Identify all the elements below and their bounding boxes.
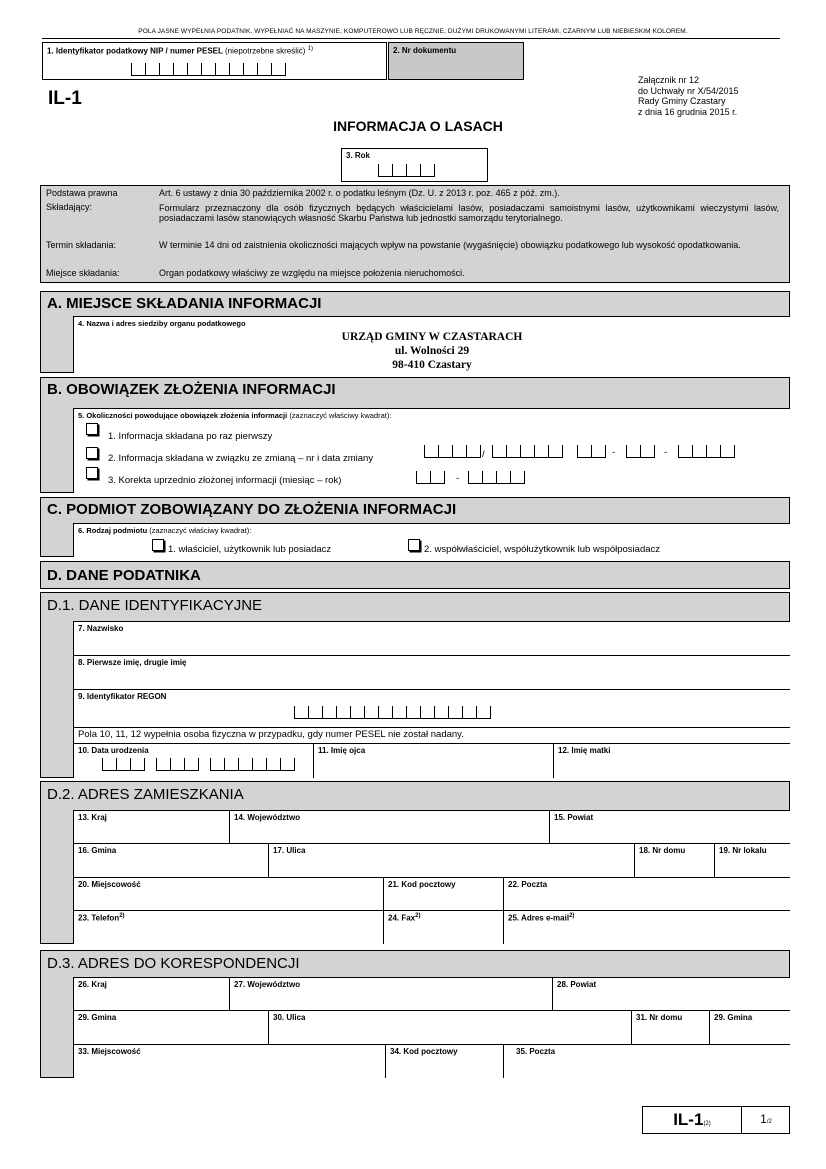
corr-country-label: 26. Kraj	[78, 980, 107, 989]
corr-county-label: 28. Powiat	[557, 980, 597, 989]
nip-pesel-footnote: 1)	[307, 46, 314, 52]
deadline-label: Termin składania:	[46, 240, 117, 250]
obligation-label: 5. Okoliczności powodujące obowiązek złożenia informacji	[78, 411, 288, 420]
tax-office-name: URZĄD GMINY W CZASTARACH	[341, 331, 523, 343]
phone-label: 23. Telefon	[78, 913, 120, 923]
first-name-label: 8. Pierwsze imię, drugie imię	[78, 658, 187, 667]
nip-pesel-field	[42, 42, 387, 80]
section-d1-title: D.1. DANE IDENTYFIKACYJNE	[47, 597, 263, 614]
footer-form-version: (2)	[703, 1121, 711, 1127]
correction-month-input[interactable]	[416, 471, 445, 484]
section-c	[40, 497, 790, 557]
footer-page-total: /2	[766, 1119, 772, 1125]
nip-pesel-input[interactable]	[131, 63, 286, 76]
mother-name-label: 12. Imię matki	[558, 746, 611, 755]
corr-post-office-field[interactable]	[503, 1044, 790, 1078]
voivodeship-label: 14. Województwo	[234, 813, 301, 822]
deadline-text: W terminie 14 dni od zaistnienia okoliczności mających wpływ na powstanie (wygaśnięcie) obowiązku podatkowego lub wysokość opodatkowania.	[159, 240, 741, 250]
section-b	[40, 377, 790, 493]
house-number-label: 18. Nr domu	[639, 846, 686, 855]
apartment-number-field[interactable]	[714, 843, 790, 877]
house-number-field[interactable]	[634, 843, 714, 877]
change-day-input[interactable]	[577, 445, 606, 458]
tax-office-city: 98-410 Czastary	[392, 359, 472, 371]
birth-date-label: 10. Data urodzenia	[78, 746, 149, 755]
change-number-input[interactable]	[424, 445, 481, 458]
checkbox-owner[interactable]	[152, 539, 164, 551]
change-number2-input[interactable]	[492, 445, 563, 458]
checkbox-first-filing[interactable]	[86, 423, 98, 435]
post-office-field[interactable]	[503, 877, 790, 910]
regon-input[interactable]	[294, 706, 491, 719]
corr-city-label: 33. Miejscowość	[78, 1047, 141, 1056]
street-label: 17. Ulica	[273, 846, 306, 855]
city-label: 20. Miejscowość	[78, 880, 141, 889]
country-field[interactable]	[73, 810, 229, 843]
year-field	[341, 148, 488, 182]
place-text: Organ podatkowy właściwy ze względu na miejsce położenia nieruchomości.	[159, 268, 465, 278]
change-dash: -	[664, 447, 668, 458]
corr-voivodeship-label: 27. Województwo	[234, 980, 301, 989]
top-instruction: POLA JASNE WYPEŁNIA PODATNIK. WYPEŁNIAĆ NA MASZYNIE, KOMPUTEROWO LUB RĘCZNIE, DUŻYMI DRUKOWANYMI LITERAMI, CZARNYM LUB NIEBIESKIM KOLOREM.	[138, 28, 688, 35]
father-name-label: 11. Imię ojca	[318, 746, 366, 755]
birth-date-field	[73, 743, 313, 778]
surname-label: 7. Nazwisko	[78, 624, 124, 633]
option-correction: 3. Korekta uprzednio złożonej informacji (miesiąc – rok)	[108, 475, 342, 486]
phone-field[interactable]	[73, 910, 383, 944]
email-footnote: 2)	[569, 913, 575, 919]
top-divider	[42, 38, 780, 39]
commune-label: 16. Gmina	[78, 846, 117, 855]
corr-postal-code-field[interactable]	[385, 1044, 503, 1078]
option-change: 2. Informacja składana w związku ze zmianą – nr i data zmiany	[108, 453, 374, 464]
section-d3-title: D.3. ADRES DO KORESPONDENCJI	[47, 955, 300, 972]
page-footer	[642, 1106, 790, 1134]
section-a-title: A. MIEJSCE SKŁADANIA INFORMACJI	[47, 295, 322, 312]
correction-year-input[interactable]	[468, 471, 525, 484]
section-a	[40, 291, 790, 373]
annex-line: Rady Gminy Czastary	[638, 96, 726, 106]
section-d-title: D. DANE PODATNIKA	[40, 561, 790, 589]
postal-code-field[interactable]	[383, 877, 503, 910]
annex-line: Załącznik nr 12	[638, 75, 700, 85]
first-name-field[interactable]	[73, 655, 790, 689]
checkbox-change[interactable]	[86, 447, 98, 459]
street-field[interactable]	[268, 843, 634, 877]
change-year-input[interactable]	[678, 445, 735, 458]
county-field[interactable]	[549, 810, 790, 843]
regon-label: 9. Identyfikator REGON	[78, 692, 167, 701]
apartment-number-label: 19. Nr lokalu	[719, 846, 767, 855]
footer-page-number: 1	[760, 1112, 767, 1126]
email-field[interactable]	[503, 910, 790, 944]
tax-office-street: ul. Wolności 29	[394, 345, 470, 357]
change-slash: /	[482, 449, 485, 460]
mother-name-field[interactable]	[553, 743, 790, 778]
corr-commune-label: 29. Gmina	[78, 1013, 117, 1022]
voivodeship-field[interactable]	[229, 810, 549, 843]
surname-field[interactable]	[73, 621, 790, 655]
section-d2-title: D.2. ADRES ZAMIESZKANIA	[47, 786, 244, 803]
tax-office-label: 4. Nazwa i adres siedziby organu podatkowego	[78, 319, 246, 328]
annex-line: z dnia 16 grudnia 2015 r.	[638, 106, 738, 117]
corr-postal-code-label: 34. Kod pocztowy	[390, 1047, 458, 1056]
fax-label: 24. Fax	[388, 913, 416, 923]
corr-commune2-field[interactable]	[709, 1010, 790, 1044]
place-label: Miejsce składania:	[46, 268, 120, 278]
corr-post-office-label: 35. Poczta	[516, 1047, 556, 1056]
entity-type-field	[73, 523, 790, 557]
document-number-label: 2. Nr dokumentu	[393, 46, 457, 55]
annex-line: do Uchwały nr X/54/2015	[638, 85, 739, 96]
corr-county-field[interactable]	[552, 977, 790, 1010]
corr-voivodeship-field[interactable]	[229, 977, 552, 1010]
entity-type-label: 6. Rodzaj podmiotu	[78, 526, 148, 535]
year-label: 3. Rok	[346, 151, 371, 160]
year-input[interactable]	[378, 164, 435, 177]
document-number-field[interactable]	[388, 42, 524, 80]
nip-pesel-note: (niepotrzebne skreślić)	[224, 46, 306, 56]
submitter-label: Składający:	[46, 202, 93, 212]
section-c-title: C. PODMIOT ZOBOWIĄZANY DO ZŁOŻENIA INFORMACJI	[47, 501, 457, 518]
page-title: INFORMACJA O LASACH	[333, 118, 503, 134]
checkbox-correction[interactable]	[86, 467, 98, 479]
county-label: 15. Powiat	[554, 813, 594, 822]
option-first-filing: 1. Informacja składana po raz pierwszy	[108, 431, 273, 442]
birth-day-input[interactable]	[102, 758, 145, 771]
note-fields-10-12: Pola 10, 11, 12 wypełnia osoba fizyczna w przypadku, gdy numer PESEL nie został nadany.	[73, 727, 790, 743]
corr-house-number-label: 31. Nr domu	[636, 1013, 683, 1022]
email-label: 25. Adres e-mail	[508, 913, 570, 923]
nip-pesel-label: 1. Identyfikator podatkowy NIP / numer PESEL	[47, 46, 223, 56]
corr-street-field[interactable]	[268, 1010, 631, 1044]
corr-street-label: 30. Ulica	[273, 1013, 306, 1022]
father-name-field[interactable]	[313, 743, 553, 778]
submitter-text: Formularz przeznaczony dla osób fizycznych będących właścicielami lasów, posiadaczami samoistnymi lasów, użytkownikami wieczystymi lasów, posiadaczami lasów stanowiących własność Skarbu Państwa lub jednostki samorządu terytorialnego.	[159, 203, 779, 223]
legal-basis-label: Podstawa prawna	[46, 188, 118, 198]
change-dash: -	[612, 447, 616, 458]
section-d3	[40, 950, 790, 1078]
phone-footnote: 2)	[119, 913, 125, 919]
commune-field[interactable]	[73, 843, 268, 877]
entity-type-note: (zaznaczyć właściwy kwadrat):	[149, 526, 252, 535]
city-field[interactable]	[73, 877, 383, 910]
section-d2	[40, 781, 790, 944]
tax-office-field	[73, 316, 790, 373]
footer-form-code: IL-1	[673, 1110, 704, 1129]
legal-basis-text: Art. 6 ustawy z dnia 30 października 2002 r. o podatku leśnym (Dz. U. z 2013 r. poz. 465 z póź. zm.).	[159, 188, 560, 198]
country-label: 13. Kraj	[78, 813, 107, 822]
birth-month-input[interactable]	[156, 758, 199, 771]
option-co-owner: 2. współwłaściciel, współużytkownik lub współposiadacz	[424, 544, 661, 555]
section-d1	[40, 592, 790, 778]
birth-year-input[interactable]	[210, 758, 295, 771]
fax-footnote: 2)	[415, 913, 421, 919]
corr-commune-field[interactable]	[73, 1010, 268, 1044]
regon-field	[73, 689, 790, 727]
legal-info	[40, 185, 790, 283]
form-code: IL-1	[48, 88, 82, 109]
change-month-input[interactable]	[626, 445, 655, 458]
checkbox-co-owner[interactable]	[408, 539, 420, 551]
fax-field[interactable]	[383, 910, 503, 944]
corr-city-field[interactable]	[73, 1044, 385, 1078]
corr-commune2-label: 29. Gmina	[714, 1013, 753, 1022]
option-owner: 1. właściciel, użytkownik lub posiadacz	[168, 544, 332, 555]
corr-house-number-field[interactable]	[631, 1010, 709, 1044]
obligation-note: (zaznaczyć właściwy kwadrat):	[289, 411, 392, 420]
section-b-title: B. OBOWIĄZEK ZŁOŻENIA INFORMACJI	[47, 381, 336, 398]
corr-country-field[interactable]	[73, 977, 229, 1010]
postal-code-label: 21. Kod pocztowy	[388, 880, 456, 889]
post-office-label: 22. Poczta	[508, 880, 548, 889]
obligation-field	[73, 408, 790, 493]
annex-info	[638, 75, 739, 117]
correction-dash: -	[456, 473, 460, 484]
